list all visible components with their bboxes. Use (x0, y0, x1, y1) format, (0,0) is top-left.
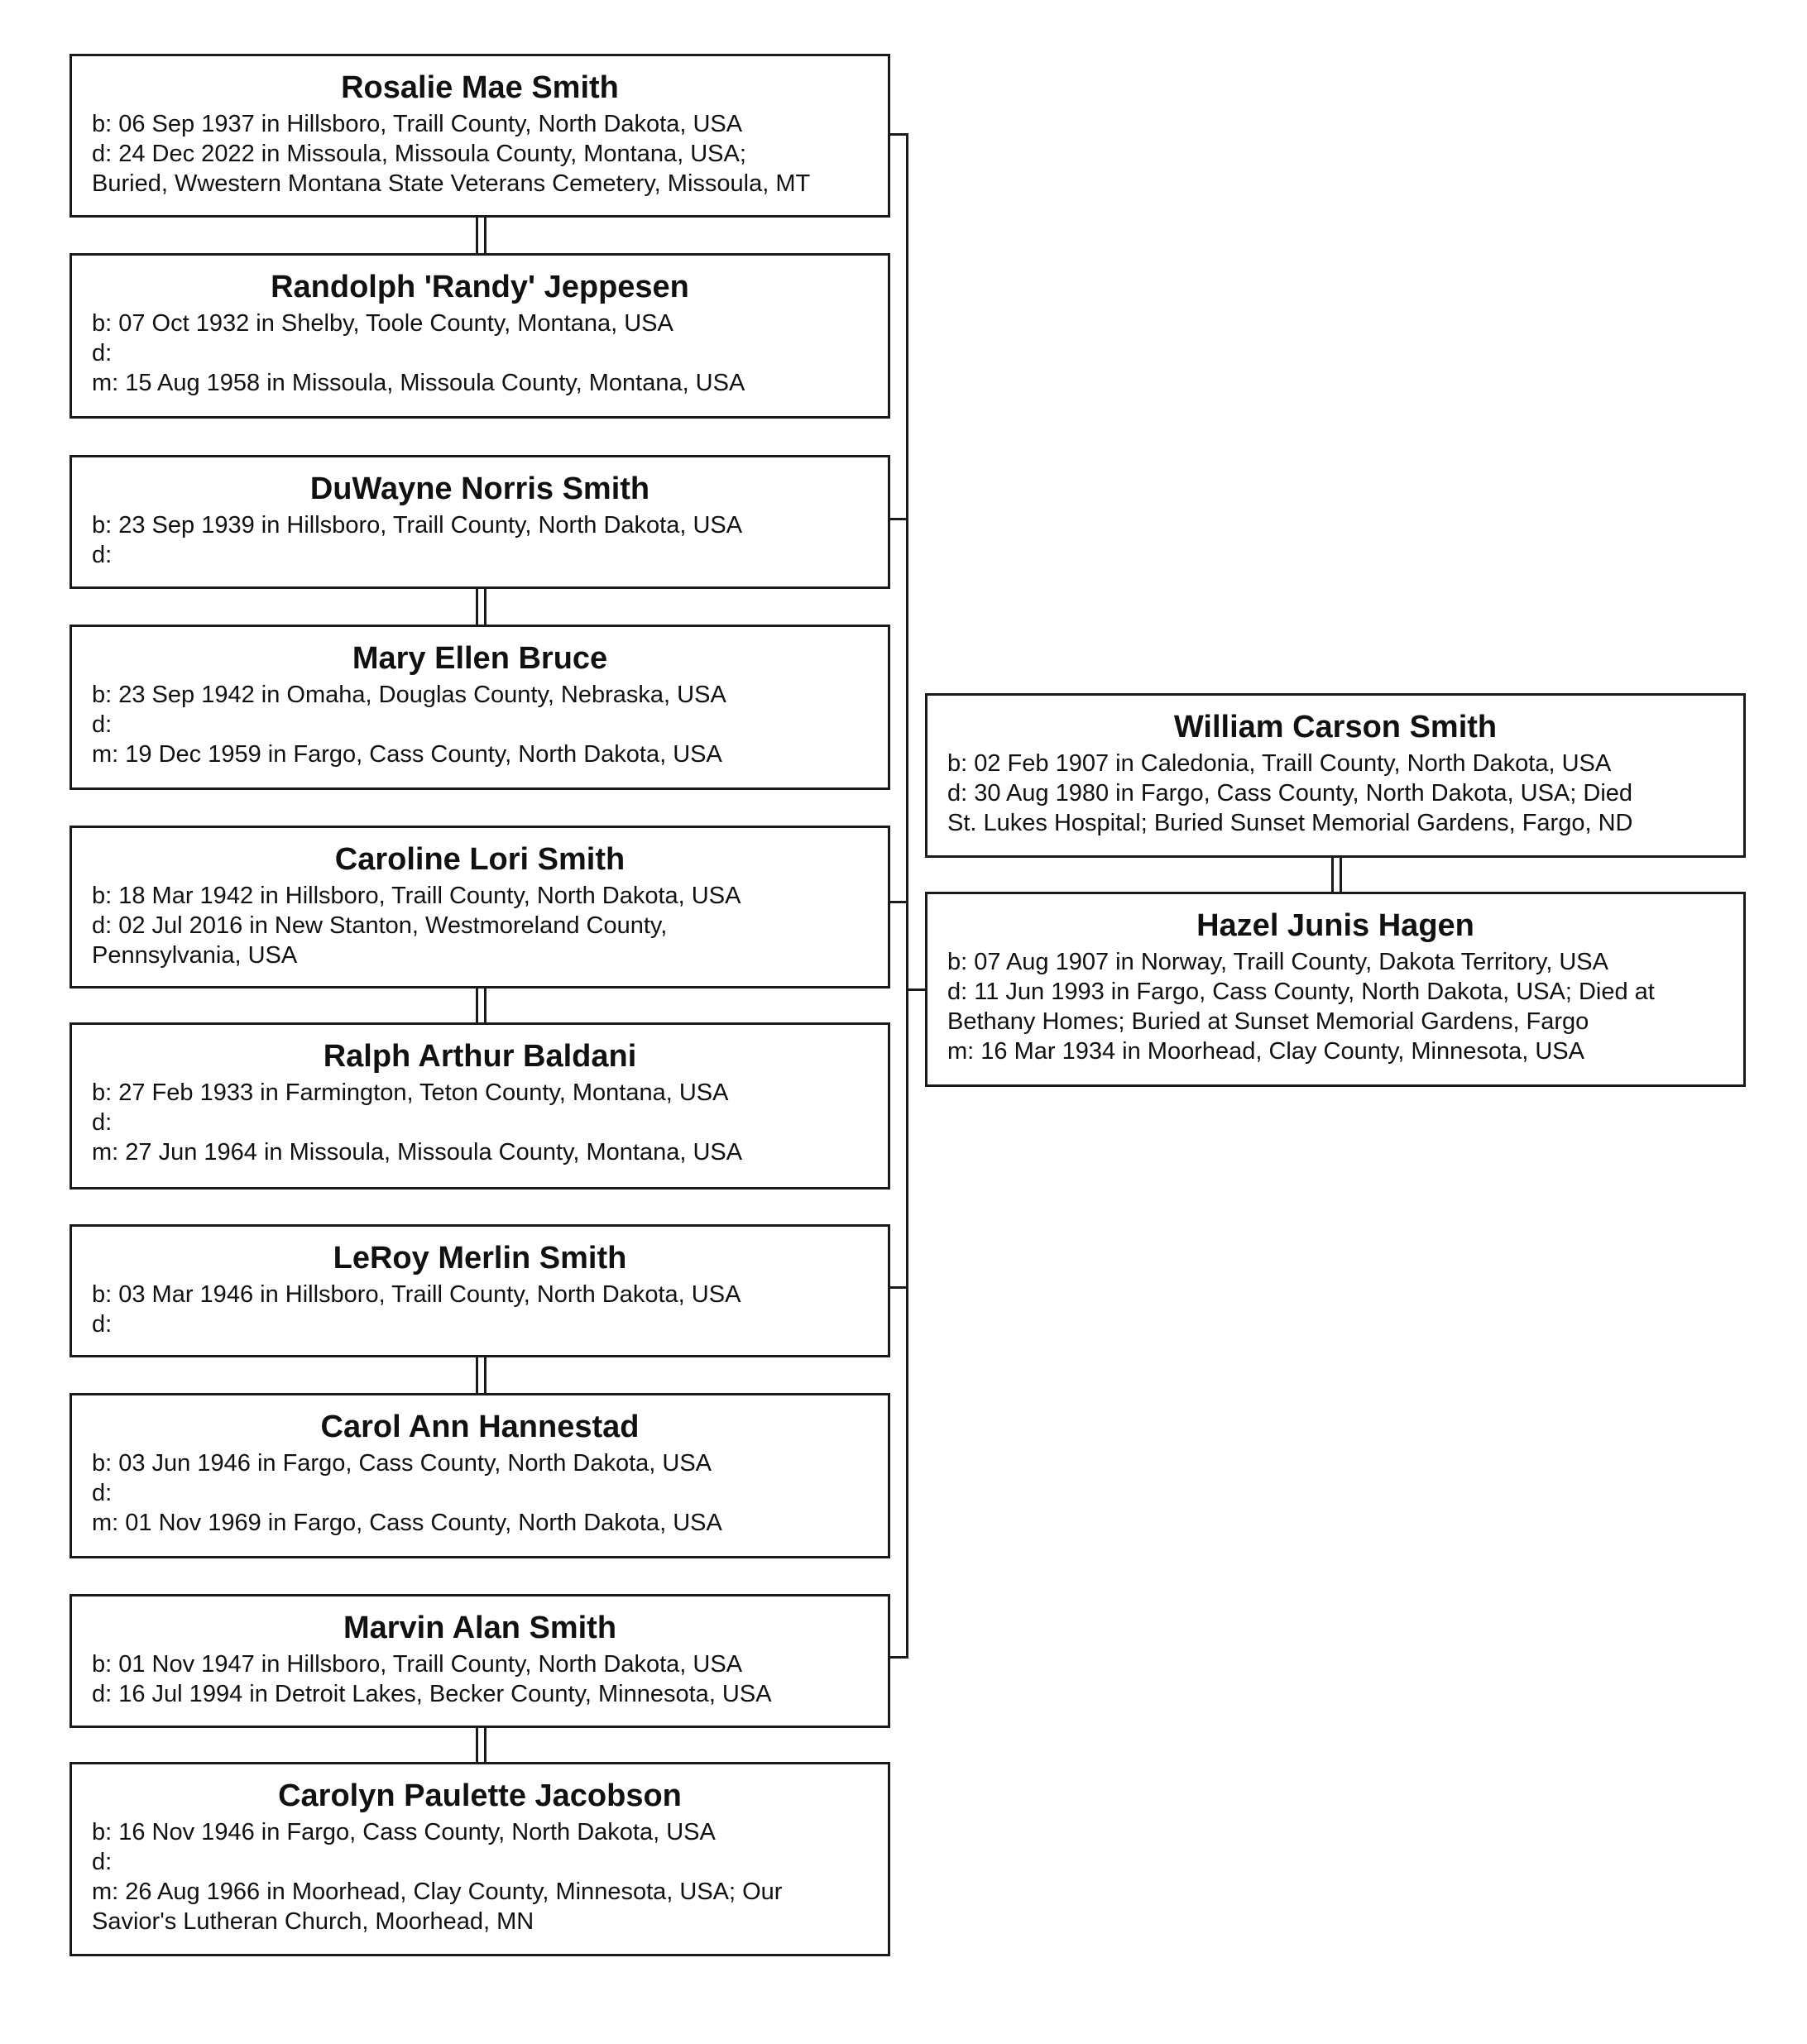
person-name: DuWayne Norris Smith (309, 472, 650, 506)
birth-line: b: 01 Nov 1947 in Hillsboro, Traill County, North Dakota, USA (92, 1651, 743, 1678)
person-name: Caroline Lori Smith (334, 842, 626, 877)
marriage-connector (484, 1356, 486, 1395)
sibling-bracket-tick (889, 133, 908, 136)
spouse-box-carolyn[interactable] (70, 1762, 890, 1956)
birth-line: b: 03 Jun 1946 in Fargo, Cass County, North Dakota, USA (92, 1450, 712, 1477)
birth-line: b: 23 Sep 1942 in Omaha, Douglas County, Nebraska, USA (92, 682, 726, 708)
death-line: d: (92, 711, 113, 738)
sibling-bracket-tick (889, 901, 908, 903)
person-name: Marvin Alan Smith (343, 1611, 617, 1645)
detail-line: St. Lukes Hospital; Buried Sunset Memorial Gardens, Fargo, ND (947, 810, 1633, 836)
marriage-connector (484, 218, 486, 255)
detail-line: Bethany Homes; Buried at Sunset Memorial Gardens, Fargo (947, 1008, 1589, 1035)
marriage-connector (484, 587, 486, 626)
death-line: d: (92, 1849, 113, 1875)
marriage-line: m: 19 Dec 1959 in Fargo, Cass County, North Dakota, USA (92, 741, 722, 768)
father-box-william[interactable] (925, 693, 1746, 858)
spouse-box-carol[interactable] (70, 1393, 890, 1558)
marriage-connector (476, 1356, 478, 1395)
sibling-bracket-tick (889, 518, 908, 520)
person-box-caroline[interactable] (70, 826, 890, 988)
sibling-bracket-tick (889, 1656, 908, 1659)
sibling-bracket-tick (889, 1286, 908, 1289)
marriage-connector (484, 1726, 486, 1764)
person-name: LeRoy Merlin Smith (333, 1241, 627, 1276)
death-line: d: (92, 542, 113, 568)
birth-line: b: 03 Mar 1946 in Hillsboro, Traill County, North Dakota, USA (92, 1281, 741, 1308)
marriage-line: m: 27 Jun 1964 in Missoula, Missoula County, Montana, USA (92, 1139, 743, 1166)
death-line: d: (92, 1480, 113, 1506)
parents-marriage-connector (1331, 856, 1334, 893)
person-name: William Carson Smith (1173, 710, 1498, 744)
death-line: d: 24 Dec 2022 in Missoula, Missoula County, Montana, USA; (92, 141, 746, 167)
marriage-line: m: 16 Mar 1934 in Moorhead, Clay County, Minnesota, USA (947, 1038, 1584, 1065)
birth-line: b: 07 Aug 1907 in Norway, Traill County, Dakota Territory, USA (947, 949, 1608, 975)
person-name: Mary Ellen Bruce (352, 641, 608, 676)
death-line: d: 11 Jun 1993 in Fargo, Cass County, North Dakota, USA; Died at (947, 979, 1655, 1005)
person-name: Carol Ann Hannestad (320, 1410, 640, 1444)
person-box-rosalie[interactable] (70, 54, 890, 218)
detail-line: Savior's Lutheran Church, Moorhead, MN (92, 1908, 534, 1935)
marriage-connector (476, 587, 478, 626)
death-line: d: 16 Jul 1994 in Detroit Lakes, Becker County, Minnesota, USA (92, 1681, 772, 1707)
marriage-line: m: 26 Aug 1966 in Moorhead, Clay County, Minnesota, USA; Our (92, 1879, 783, 1905)
death-line: d: 30 Aug 1980 in Fargo, Cass County, North Dakota, USA; Died (947, 780, 1633, 807)
mother-box-hazel[interactable] (925, 892, 1746, 1087)
marriage-line: m: 15 Aug 1958 in Missoula, Missoula County, Montana, USA (92, 370, 745, 396)
birth-line: b: 07 Oct 1932 in Shelby, Toole County, Montana, USA (92, 310, 673, 337)
death-line: d: (92, 1109, 113, 1136)
person-name: Rosalie Mae Smith (341, 70, 619, 105)
person-box-leroy[interactable] (70, 1224, 890, 1357)
bracket-to-parents (906, 988, 926, 991)
death-line: d: (92, 340, 113, 366)
detail-line: Pennsylvania, USA (92, 942, 298, 969)
person-box-duwayne[interactable] (70, 455, 890, 589)
birth-line: b: 02 Feb 1907 in Caledonia, Traill County, North Dakota, USA (947, 750, 1612, 777)
marriage-line: m: 01 Nov 1969 in Fargo, Cass County, North Dakota, USA (92, 1510, 722, 1536)
birth-line: b: 23 Sep 1939 in Hillsboro, Traill County, North Dakota, USA (92, 512, 743, 539)
birth-line: b: 27 Feb 1933 in Farmington, Teton County, Montana, USA (92, 1079, 729, 1106)
marriage-connector (476, 987, 478, 1024)
marriage-connector (484, 987, 486, 1024)
spouse-box-ralph[interactable] (70, 1022, 890, 1190)
person-name: Carolyn Paulette Jacobson (278, 1778, 682, 1813)
death-line: d: (92, 1311, 113, 1338)
sibling-bracket-vertical (906, 133, 908, 1659)
parents-marriage-connector (1340, 856, 1342, 893)
death-line: d: 02 Jul 2016 in New Stanton, Westmoreland County, (92, 912, 668, 939)
birth-line: b: 18 Mar 1942 in Hillsboro, Traill County, North Dakota, USA (92, 883, 741, 909)
spouse-box-randolph[interactable] (70, 253, 890, 419)
detail-line: Buried, Wwestern Montana State Veterans Cemetery, Missoula, MT (92, 170, 811, 197)
spouse-box-mary[interactable] (70, 625, 890, 790)
marriage-connector (476, 218, 478, 255)
birth-line: b: 06 Sep 1937 in Hillsboro, Traill County, North Dakota, USA (92, 111, 743, 137)
person-box-marvin[interactable] (70, 1594, 890, 1728)
person-name: Ralph Arthur Baldani (323, 1039, 637, 1074)
marriage-connector (476, 1726, 478, 1764)
birth-line: b: 16 Nov 1946 in Fargo, Cass County, North Dakota, USA (92, 1819, 716, 1845)
person-name: Hazel Junis Hagen (1196, 908, 1474, 943)
person-name: Randolph 'Randy' Jeppesen (271, 270, 689, 304)
